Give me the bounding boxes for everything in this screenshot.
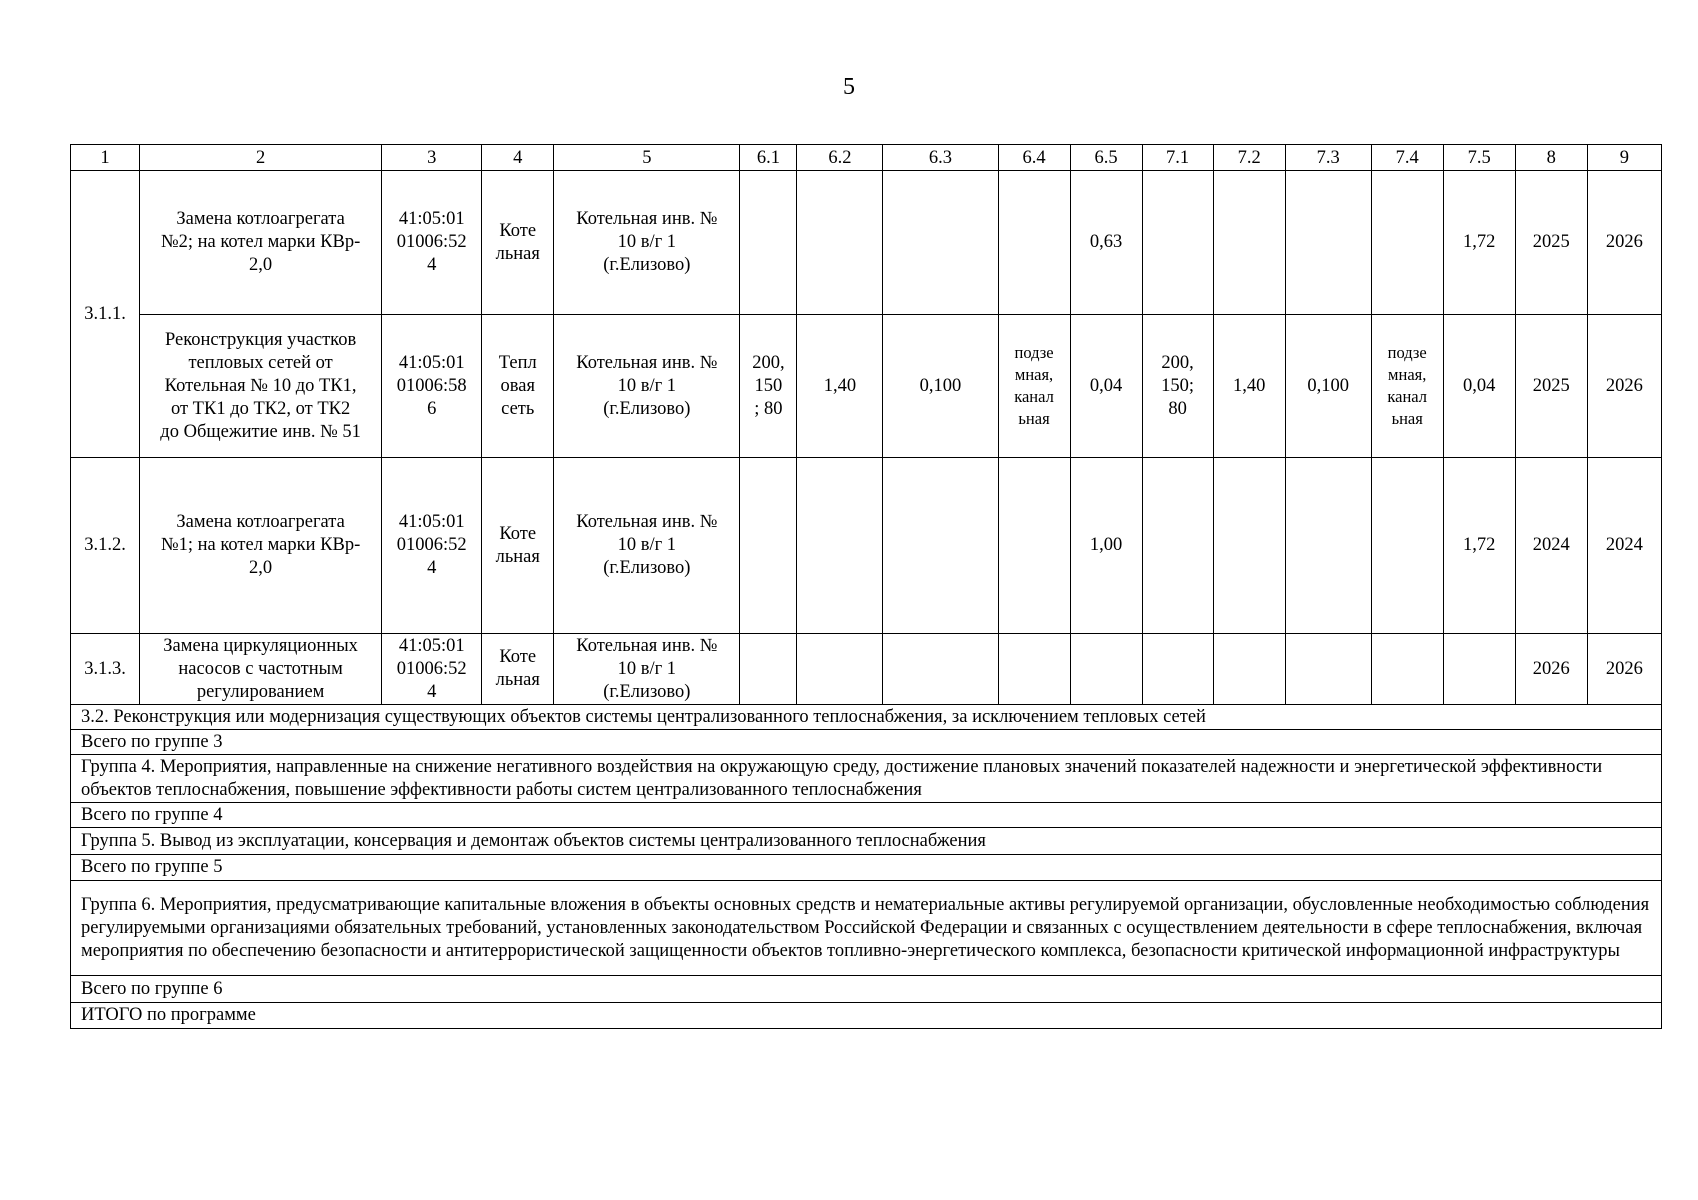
cell-7-5: 1,72 — [1443, 171, 1515, 315]
section-row — [71, 1003, 1662, 1029]
cell-6-3 — [883, 171, 998, 315]
section-heading: Группа 4. Мероприятия, направленные на снижение негативного воздействия на окружающую среду, достижение плановых значений показателей надежности и энергетической эффективности объектов теплоснабжения, повышение эффективности работы систем централизованного теплоснабжения — [71, 755, 1662, 803]
cell-6-4 — [998, 634, 1070, 705]
cell-6-3 — [883, 634, 998, 705]
header-cell: 9 — [1587, 145, 1661, 171]
section-row — [71, 881, 1662, 976]
cell-7-5: 0,04 — [1443, 315, 1515, 458]
program-total: ИТОГО по программе — [71, 1003, 1662, 1029]
investment-program-table — [70, 144, 1662, 1029]
header-cell: 1 — [71, 145, 140, 171]
cell-6-4 — [998, 171, 1070, 315]
section-row — [71, 705, 1662, 730]
cell-7-5 — [1443, 634, 1515, 705]
cell-7-2 — [1213, 634, 1285, 705]
section-row — [71, 828, 1662, 855]
start-year: 2026 — [1515, 634, 1587, 705]
header-cell: 6.1 — [740, 145, 797, 171]
object-type: Тепл овая сеть — [482, 315, 554, 458]
group-total: Всего по группе 6 — [71, 976, 1662, 1003]
header-cell: 4 — [482, 145, 554, 171]
cell-7-3: 0,100 — [1285, 315, 1371, 458]
cadastral-number: 41:05:01 01006:52 4 — [382, 171, 482, 315]
header-cell: 2 — [140, 145, 382, 171]
section-heading: Группа 6. Мероприятия, предусматривающие капитальные вложения в объекты основных средств и нематериальные активы регулируемой организации, обусловленные необходимостью соблюдения регулируемыми организациями обязательных требований, установленных законодательством Российской Федерации и связанных с осуществлением деятельности в сфере теплоснабжения, включая мероприятия по обеспечению безопасности и антитеррористической защищенности объектов топливно-энергетического комплекса, безопасности критической информационной инфраструктуры — [71, 881, 1662, 976]
start-year: 2024 — [1515, 458, 1587, 634]
cell-7-1 — [1142, 171, 1213, 315]
cadastral-number: 41:05:01 01006:52 4 — [382, 634, 482, 705]
cadastral-number: 41:05:01 01006:58 6 — [382, 315, 482, 458]
object-location: Котельная инв. № 10 в/г 1 (г.Елизово) — [554, 315, 740, 458]
header-cell: 6.3 — [883, 145, 998, 171]
table-row — [71, 634, 1662, 705]
item-number: 3.1.3. — [71, 634, 140, 705]
section-row — [71, 803, 1662, 828]
end-year: 2026 — [1587, 315, 1661, 458]
cell-6-1: 200, 150 ; 80 — [740, 315, 797, 458]
cell-6-1 — [740, 634, 797, 705]
object-location: Котельная инв. № 10 в/г 1 (г.Елизово) — [554, 458, 740, 634]
header-cell: 3 — [382, 145, 482, 171]
cell-7-3 — [1285, 634, 1371, 705]
header-cell: 7.4 — [1371, 145, 1443, 171]
item-number: 3.1.2. — [71, 458, 140, 634]
group-total: Всего по группе 4 — [71, 803, 1662, 828]
cell-6-2 — [797, 634, 883, 705]
cell-7-4 — [1371, 458, 1443, 634]
object-type: Коте льная — [482, 171, 554, 315]
measure-description: Замена котлоагрегата №2; на котел марки КВр- 2,0 — [140, 171, 382, 315]
measure-description: Реконструкция участков тепловых сетей от Котельная № 10 до ТК1, от ТК1 до ТК2, от ТК2 до Общежитие инв. № 51 — [140, 315, 382, 458]
object-type: Коте льная — [482, 634, 554, 705]
section-row — [71, 755, 1662, 803]
cell-6-5 — [1070, 634, 1142, 705]
header-cell: 7.3 — [1285, 145, 1371, 171]
header-cell: 6.4 — [998, 145, 1070, 171]
cell-7-5: 1,72 — [1443, 458, 1515, 634]
table-row — [71, 171, 1662, 315]
header-cell: 5 — [554, 145, 740, 171]
cell-6-3 — [883, 458, 998, 634]
start-year: 2025 — [1515, 315, 1587, 458]
cell-7-1: 200, 150; 80 — [1142, 315, 1213, 458]
cell-6-2 — [797, 458, 883, 634]
group-total: Всего по группе 3 — [71, 730, 1662, 755]
cell-6-5: 1,00 — [1070, 458, 1142, 634]
cell-6-5: 0,63 — [1070, 171, 1142, 315]
header-cell: 7.1 — [1142, 145, 1213, 171]
cell-7-2 — [1213, 171, 1285, 315]
object-location: Котельная инв. № 10 в/г 1 (г.Елизово) — [554, 634, 740, 705]
measure-description: Замена котлоагрегата №1; на котел марки КВр- 2,0 — [140, 458, 382, 634]
end-year: 2024 — [1587, 458, 1661, 634]
cell-7-4: подзе мная, канал ьная — [1371, 315, 1443, 458]
header-cell: 8 — [1515, 145, 1587, 171]
cell-7-1 — [1142, 458, 1213, 634]
cell-6-1 — [740, 171, 797, 315]
cell-6-4: подзе мная, канал ьная — [998, 315, 1070, 458]
header-row — [71, 145, 1662, 171]
start-year: 2025 — [1515, 171, 1587, 315]
table-row — [71, 458, 1662, 634]
cell-6-1 — [740, 458, 797, 634]
section-row — [71, 976, 1662, 1003]
cell-6-2 — [797, 171, 883, 315]
section-row — [71, 855, 1662, 881]
object-type: Коте льная — [482, 458, 554, 634]
page-number: 5 — [843, 74, 855, 100]
header-cell: 7.2 — [1213, 145, 1285, 171]
header-cell: 6.5 — [1070, 145, 1142, 171]
cell-7-2: 1,40 — [1213, 315, 1285, 458]
cell-7-2 — [1213, 458, 1285, 634]
section-heading: Группа 5. Вывод из эксплуатации, консервация и демонтаж объектов системы централизованного теплоснабжения — [71, 828, 1662, 855]
cell-6-5: 0,04 — [1070, 315, 1142, 458]
section-heading: 3.2. Реконструкция или модернизация существующих объектов системы централизованного теплоснабжения, за исключением тепловых сетей — [71, 705, 1662, 730]
cell-6-2: 1,40 — [797, 315, 883, 458]
object-location: Котельная инв. № 10 в/г 1 (г.Елизово) — [554, 171, 740, 315]
measure-description: Замена циркуляционных насосов с частотным регулированием — [140, 634, 382, 705]
item-number: 3.1.1. — [71, 171, 140, 458]
header-cell: 6.2 — [797, 145, 883, 171]
cell-6-4 — [998, 458, 1070, 634]
cell-7-4 — [1371, 634, 1443, 705]
cell-7-1 — [1142, 634, 1213, 705]
cell-7-3 — [1285, 171, 1371, 315]
cell-7-3 — [1285, 458, 1371, 634]
cadastral-number: 41:05:01 01006:52 4 — [382, 458, 482, 634]
cell-6-3: 0,100 — [883, 315, 998, 458]
end-year: 2026 — [1587, 634, 1661, 705]
header-cell: 7.5 — [1443, 145, 1515, 171]
end-year: 2026 — [1587, 171, 1661, 315]
table-row — [71, 315, 1662, 458]
section-row — [71, 730, 1662, 755]
group-total: Всего по группе 5 — [71, 855, 1662, 881]
cell-7-4 — [1371, 171, 1443, 315]
